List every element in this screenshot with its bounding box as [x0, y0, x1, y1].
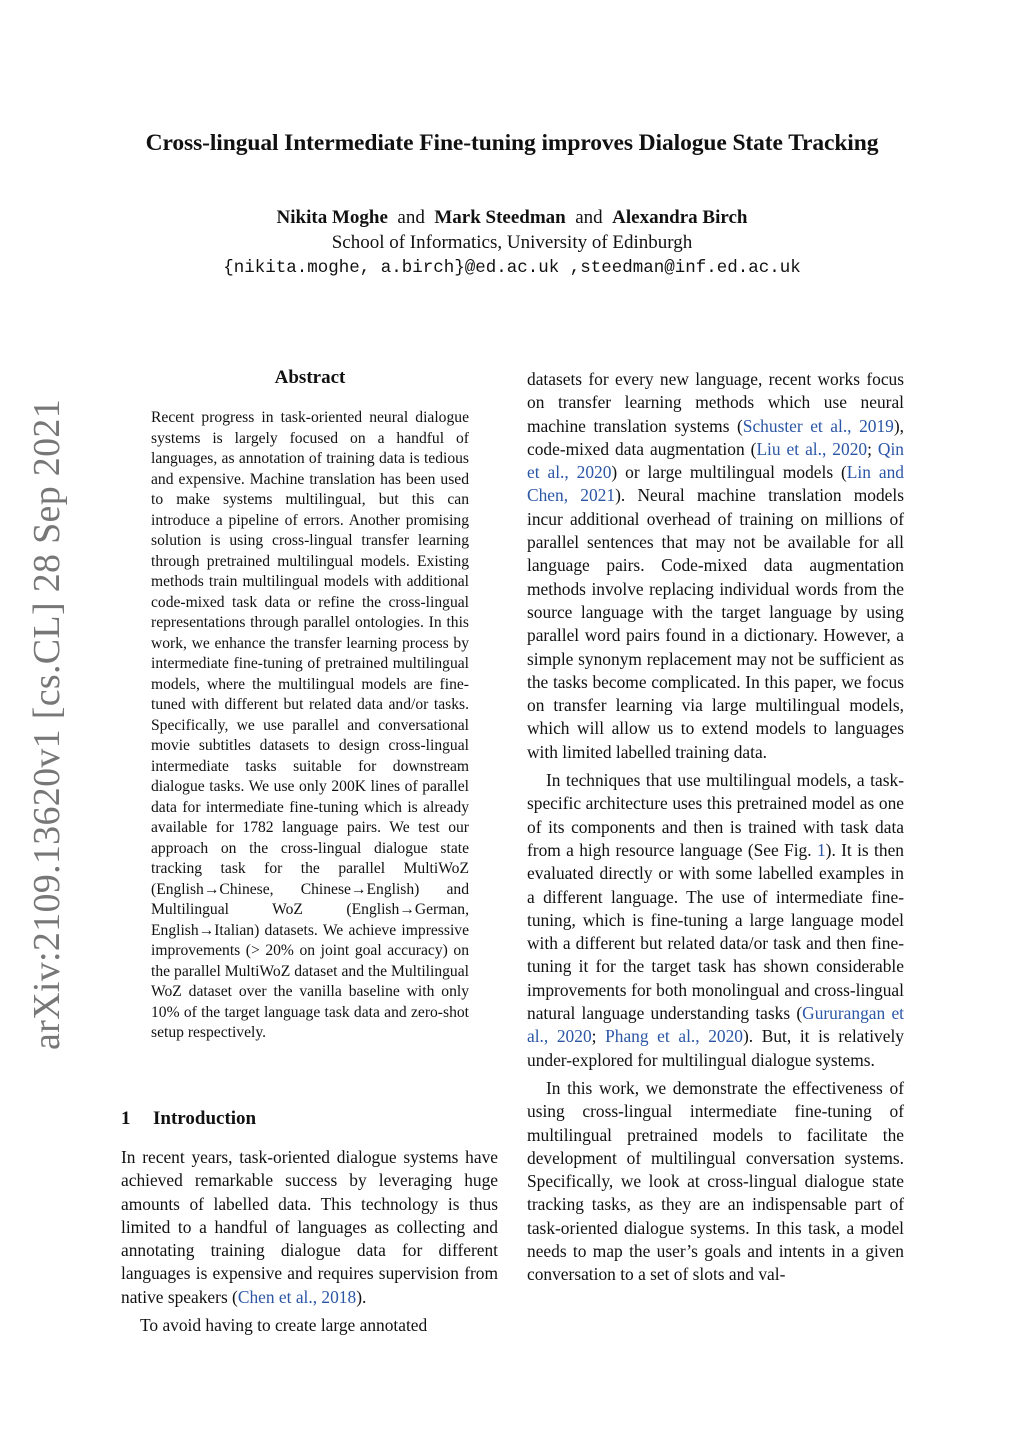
citation-link[interactable]: Phang et al., 2020: [605, 1026, 743, 1047]
section-title: Introduction: [153, 1108, 257, 1129]
author-name: Mark Steedman: [434, 207, 566, 228]
section-heading-introduction: [121, 1108, 256, 1130]
abstract-text: Recent progress in task-oriented neural dialogue systems is largely focused on a handful of languages, as annotation of training data is tedious and expensive. Machine translation has been used to make systems multilingual, but this can introduce a pipeline of errors. Another promising solution is using cross-lingual transfer learning through pretrained multilingual models. Existing methods train multilingual models with additional code-mixed task data or refine the cross-lingual representations through parallel ontologies. In this work, we enhance the transfer learning process by intermediate fine-tuning of pretrained multilingual models, where the multilingual models are fine-tuned with different but related data and/or tasks. Specifically, we use parallel and conversational movie subtitles datasets to design cross-lingual intermediate tasks suitable for downstream dialogue tasks. We use only 200K lines of parallel data for intermediate fine-tuning which is already available for 1782 language pairs. We test our approach on the cross-lingual dialogue state tracking task for the parallel MultiWoZ (English→Chinese, Chinese→English) and Multilingual WoZ (English→German, English→Italian) datasets. We achieve impressive improvements (> 20% on joint goal accuracy) on the parallel MultiWoZ dataset and the Multilingual WoZ dataset over the vanilla baseline with only 10% of the target language task data and zero-shot setup respectively.: [151, 409, 469, 1041]
paragraph: In recent years, task-oriented dialogue systems have achieved remarkable success by leveraging huge amounts of labelled data. This technology is thus limited to a handful of languages as collecting and annotating training dialogue data for different languages is expensive and requires supervision from native speakers (Chen et al., 2018).: [121, 1147, 498, 1307]
author-joiner: and: [397, 207, 425, 228]
author-emails: {nikita.moghe, a.birch}@ed.ac.uk ,steedman@inf.ed.ac.uk: [223, 258, 801, 278]
citation-link[interactable]: Gururangan et al., 2020: [527, 1003, 904, 1047]
author-line: [0, 207, 1024, 229]
figure-reference-link[interactable]: 1: [816, 839, 826, 860]
author-joiner: and: [575, 207, 603, 228]
section-number: 1: [121, 1108, 131, 1129]
author-name: Alexandra Birch: [612, 207, 748, 228]
abstract-heading: Abstract: [274, 367, 346, 388]
affiliation: School of Informatics, University of Edinburgh: [331, 232, 693, 253]
paragraph: To avoid having to create large annotated: [140, 1315, 428, 1336]
author-name: Nikita Moghe: [276, 207, 388, 228]
citation-link[interactable]: Qin et al., 2020: [527, 438, 904, 483]
citation-link[interactable]: Schuster et al., 2019: [742, 415, 894, 436]
left-column-body: [121, 1146, 498, 1337]
paragraph: In this work, we demonstrate the effectiveness of using cross-lingual intermediate fine-tuning of multilingual pretrained models to facilitate the development of multilingual conversation systems. Specifically, we look at cross-lingual dialogue state tracking tasks, as they are an indispensable part of task-oriented dialogue systems. In this task, a model needs to map the user’s goals and intents in a given conversation to a set of slots and val-: [527, 1077, 904, 1285]
citation-link[interactable]: Liu et al., 2020: [756, 438, 868, 459]
citation-link[interactable]: Chen et al., 2018: [237, 1286, 357, 1307]
arxiv-identifier: arXiv:2109.13620v1 [cs.CL] 28 Sep 2021: [26, 399, 68, 1050]
paper-title: Cross-lingual Intermediate Fine-tuning improves Dialogue State Tracking: [145, 130, 879, 156]
paragraph: datasets for every new language, recent works focus on transfer learning methods which use neural machine translation systems (Schuster et al., 2019), code-mixed data augmentation (Liu et al., 2020; Qin et al., 2020) or large multilingual models (Lin and Chen, 2021). Neural machine translation models incur additional overhead of training on millions of parallel sentences that may not be available for all language pairs. Code-mixed data augmentation methods involve replacing individual words from the source language with the target language by using parallel word pairs found in a dictionary. However, a simple synonym replacement may not be sufficient as the tasks become complicated. In this paper, we focus on transfer learning via large multilingual models, which will allow us to extend models to languages with limited labelled training data.: [527, 369, 904, 762]
paragraph: In techniques that use multilingual models, a task-specific architecture uses this pretrained model as one of its components and then is trained with task data from a high resource language (See Fig. 1). It is then evaluated directly or with some labelled examples in a different language. The use of intermediate fine-tuning, which is fine-tuning a large language model with a different but related data/or task and then fine-tuning it for the target task has shown considerable improvements for both monolingual and cross-lingual natural language understanding tasks (Gururangan et al., 2020; Phang et al., 2020). But, it is relatively under-explored for multilingual dialogue systems.: [527, 770, 904, 1070]
right-column-body: [527, 368, 904, 1287]
citation-link[interactable]: Lin and Chen, 2021: [527, 462, 904, 506]
